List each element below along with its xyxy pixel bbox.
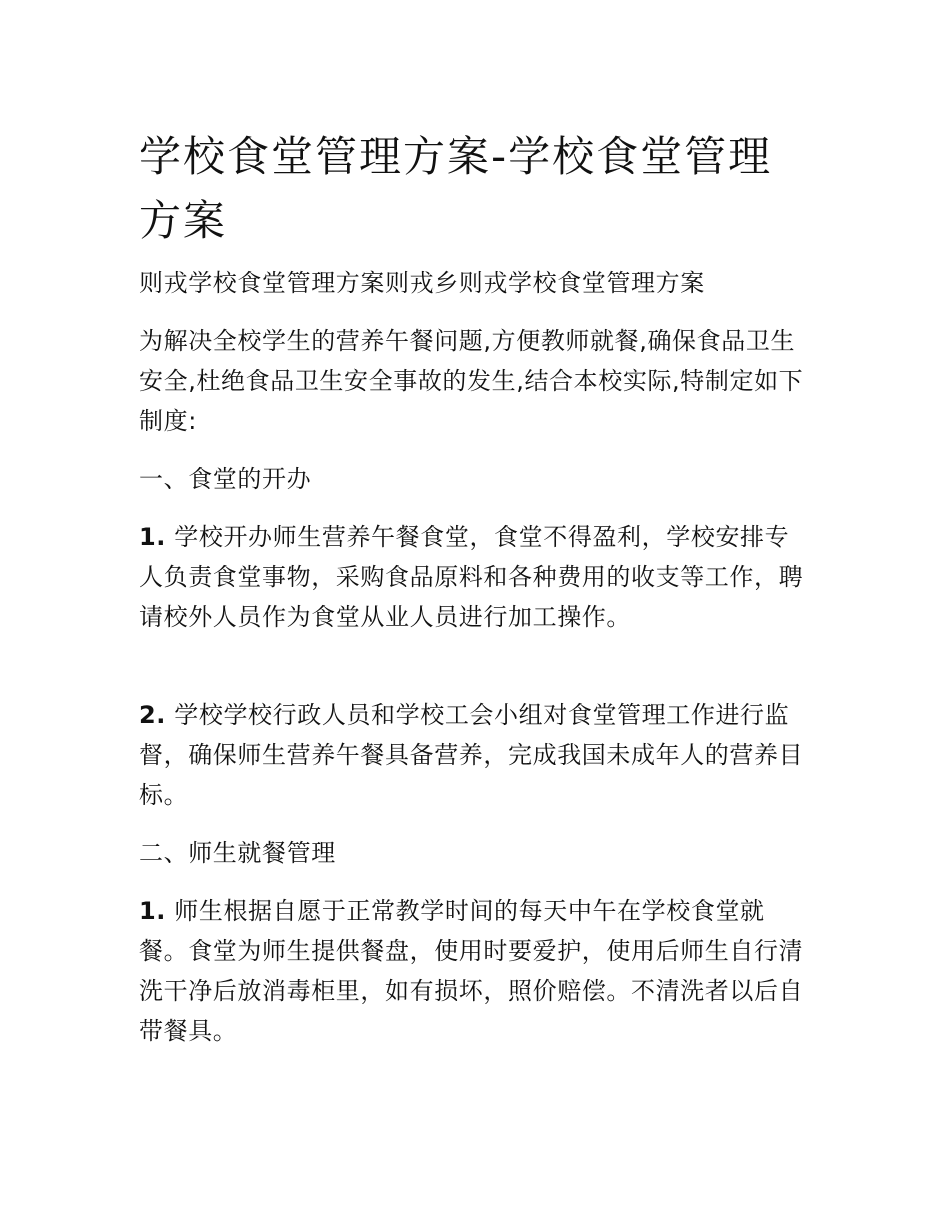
- section-1-item-1: [139, 517, 811, 637]
- section-1-item-2: [139, 695, 811, 815]
- section-2-heading: 二、师生就餐管理: [139, 839, 336, 867]
- document-title: 学校食堂管理方案-学校食堂管理方案: [139, 132, 773, 245]
- item-number: 2.: [139, 701, 167, 729]
- item-text: 师生根据自愿于正常教学时间的每天中午在学校食堂就餐。食堂为师生提供餐盘，使用时要爱护，使用后师生自行清洗干净后放消毒柜里，如有损坏，照价赔偿。不清洗者以后自带餐具。: [139, 897, 804, 1045]
- item-text: 学校开办师生营养午餐食堂，食堂不得盈利，学校安排专人负责食堂事物，采购食品原料和各种费用的收支等工作，聘请校外人员作为食堂从业人员进行加工操作。: [139, 523, 804, 631]
- item-number: 1.: [139, 897, 167, 925]
- document-subtitle: 则戎学校食堂管理方案则戎乡则戎学校食堂管理方案: [139, 269, 705, 297]
- section-2-item-1: [139, 891, 811, 1051]
- section-1-heading: 一、食堂的开办: [139, 465, 312, 493]
- intro-paragraph: 为解决全校学生的营养午餐问题,方便教师就餐,确保食品卫生安全,杜绝食品卫生安全事故的发生,结合本校实际,特制定如下制度:: [139, 327, 804, 435]
- item-number: 1.: [139, 523, 167, 551]
- item-text: 学校学校行政人员和学校工会小组对食堂管理工作进行监督，确保师生营养午餐具备营养，完成我国未成年人的营养目标。: [139, 701, 804, 809]
- document-page: [139, 125, 811, 1069]
